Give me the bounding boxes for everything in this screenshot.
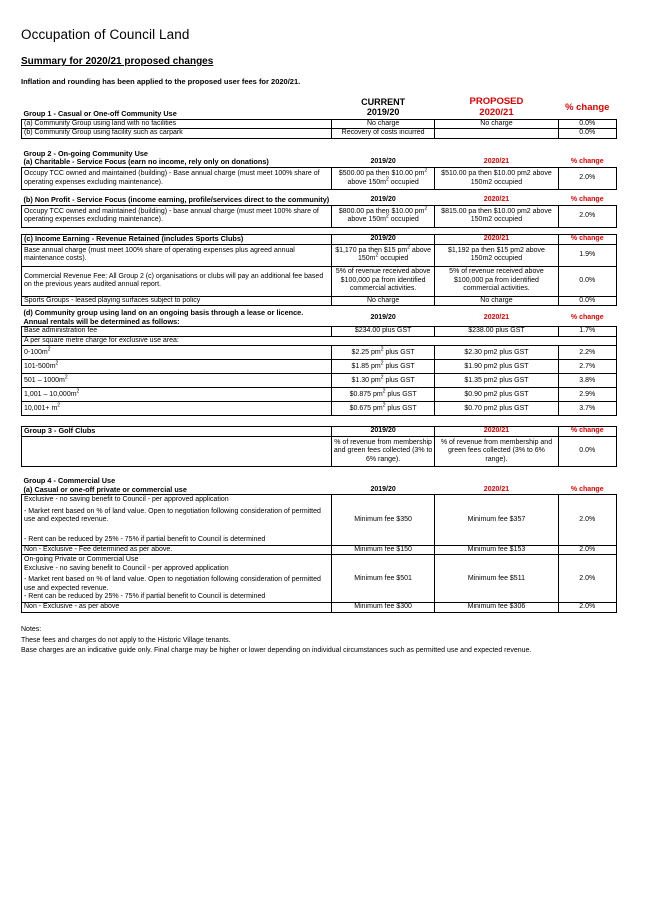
row-proposed: Minimum fee $306 [435, 603, 558, 612]
row-proposed: No charge [435, 119, 558, 128]
pct-change-header: % change [565, 101, 610, 113]
area-label: 0-100m [24, 348, 48, 356]
row-proposed: $238.00 plus GST [435, 327, 558, 336]
row-proposed: $0.70 pm2 plus GST [435, 402, 558, 416]
desc-line: Exclusive - no saving benefit to Council - per approved application [24, 564, 229, 572]
group2-title: Group 2 - On-going Community Use [23, 148, 148, 158]
row-current [331, 374, 435, 388]
row-pct: 0.0% [558, 296, 617, 305]
sup: 2 [375, 252, 379, 259]
area-label: 501 – 1000m [24, 376, 65, 384]
current-text-a: $1.85 pm [351, 362, 381, 370]
current-text-b: plus GST [383, 362, 415, 370]
sup: 2 [57, 402, 61, 409]
row-proposed: $815.00 pa then $10.00 pm2 above 150m2 occupied [435, 205, 558, 227]
table-row [22, 205, 617, 227]
row-pct: 2.2% [558, 346, 617, 360]
table-row [22, 555, 617, 603]
sup: 2 [382, 388, 386, 395]
current-text-b: above 150m [347, 216, 386, 224]
notes-line: These fees and charges do not apply to the Historic Village tenants. [21, 636, 231, 644]
row-current: Minimum fee $501 [331, 555, 435, 603]
desc-line: - Market rent based on % of land value. Open to negotiation following consideration of permitted use and expected revenue. [24, 576, 321, 592]
desc-line: On-going Private or Commercial Use [24, 556, 139, 564]
col-proposed-label: 2020/21 [483, 158, 510, 166]
current-text-b: above 150m [357, 246, 432, 263]
col-pct-label: % change [570, 196, 604, 204]
row-current: Recovery of costs incurred [331, 129, 435, 138]
group3-title: Group 3 - Golf Clubs [22, 427, 332, 437]
table-row [22, 374, 617, 388]
current-text-b: above 150m [347, 178, 386, 186]
row-desc: Base administration fee [22, 327, 332, 336]
desc-line: - Rent can be reduced by 25% - 75% if partial benefit to Council is determined [24, 535, 266, 543]
row-current: 5% of revenue received above $100,000 pa from identified commercial activities. [331, 266, 435, 296]
current-text-c: occupied [378, 255, 409, 263]
group4-heading: (a) Casual or one-off private or commercial use [23, 484, 187, 494]
sup: 2 [385, 213, 389, 220]
row-proposed: Minimum fee $357 [435, 495, 558, 546]
row-proposed: $1.90 pm2 plus GST [435, 360, 558, 374]
row-proposed: 5% of revenue received above $100,000 pa from identified commercial activities. [435, 266, 558, 296]
table-row [22, 346, 617, 360]
row-current: Minimum fee $300 [331, 603, 435, 612]
row-pct: 1.7% [558, 327, 617, 336]
group1-header-row [22, 96, 617, 119]
page-title: Occupation of Council Land [21, 27, 190, 42]
notes-line: Base charges are an indicative guide only. Final charge may be higher or lower depending on individual circumstances such as permitted use and expected revenue. [21, 647, 532, 655]
current-text-b: plus GST [385, 404, 417, 412]
row-current: No charge [331, 119, 435, 128]
current-text-a: $500.00 pa then $10.00 pm [338, 170, 425, 178]
row-proposed: $510.00 pa then $10.00 pm2 above 150m2 occupied [435, 168, 558, 190]
row-desc: Base annual charge (must meet 100% share of operating expenses plus agreed annual maintenance costs). [22, 244, 332, 266]
row-proposed: Minimum fee $511 [435, 555, 558, 603]
table-row [22, 546, 617, 555]
col-proposed-label: 2020/21 [483, 196, 510, 204]
col-pct-label: % change [558, 234, 617, 244]
row-desc: (b) Community Group using facility such as carpark [22, 129, 332, 138]
desc-line: Exclusive - no saving benefit to Council - per approved application [24, 496, 229, 504]
current-text-a: $2.25 pm [351, 348, 381, 356]
sup: 2 [424, 205, 428, 212]
proposed-year-label: 2020/21 [479, 107, 514, 119]
area-label: 10,001+ m [24, 404, 58, 412]
col-pct-label: % change [570, 485, 604, 493]
sup: 2 [382, 402, 386, 409]
row-pct: 0.0% [558, 129, 617, 138]
desc-line: - Rent can be reduced by 25% - 75% if partial benefit to Council is determined [24, 593, 266, 600]
row-proposed: % of revenue from membership and green fees collected (3% to 6% range). [435, 436, 558, 466]
current-text-a: $0.875 pm [349, 390, 383, 398]
table-row [22, 495, 617, 546]
row-pct: 3.7% [558, 402, 617, 416]
current-header [331, 96, 435, 119]
row-desc: Non - Exclusive - as per above [22, 603, 332, 612]
group2c-heading: (c) Income Earning - Revenue Retained (includes Sports Clubs) [22, 234, 332, 244]
current-text-b: plus GST [383, 348, 415, 356]
desc-line: - Market rent based on % of land value. Open to negotiation following consideration of permitted use and expected revenue. [24, 507, 321, 524]
row-proposed: No charge [435, 296, 558, 305]
row-desc [22, 374, 332, 388]
sqm-label: A per square metre charge for exclusive use area: [22, 336, 617, 345]
sup: 2 [385, 176, 389, 183]
row-desc [22, 388, 332, 402]
group2d-header-row [22, 309, 617, 327]
col-proposed-label: 2020/21 [435, 427, 558, 437]
row-proposed [435, 129, 558, 138]
current-text-c: occupied [388, 178, 419, 186]
row-pct: 0.0% [558, 266, 617, 296]
row-pct: 2.0% [558, 603, 617, 612]
area-label: 101-500m [24, 362, 56, 370]
col-proposed-label: 2020/21 [483, 485, 510, 493]
table-row [22, 119, 617, 128]
table-row [22, 327, 617, 336]
col-current-label: 2019/20 [331, 427, 435, 437]
sup: 2 [380, 346, 384, 353]
group4-title: Group 4 - Commercial Use [23, 475, 116, 485]
table-row [22, 360, 617, 374]
row-current [331, 388, 435, 402]
group2d-heading: (d) Community group using land on an ongoing basis through a lease or licence. Annual rentals will be determined as follows: [23, 307, 304, 326]
row-current: $234.00 plus GST [331, 327, 435, 336]
notes-section [21, 625, 617, 658]
row-pct: 2.7% [558, 360, 617, 374]
row-desc: Sports Groups - leased playing surfaces subject to policy [22, 296, 332, 305]
group2b-header-row [22, 196, 617, 205]
sup: 2 [47, 346, 51, 353]
group1-title: Group 1 - Casual or One-off Community Use [23, 109, 177, 119]
row-current [331, 168, 435, 190]
row-proposed: $1.35 pm2 plus GST [435, 374, 558, 388]
table-row [22, 266, 617, 296]
row-current: % of revenue from membership and green fees collected (3% to 6% range). [331, 436, 435, 466]
col-current-label: 2019/20 [370, 158, 396, 166]
row-current [331, 244, 435, 266]
sup: 2 [424, 167, 428, 174]
proposed-header [435, 96, 558, 119]
notes-label: Notes: [21, 625, 42, 633]
row-pct: 3.8% [558, 374, 617, 388]
area-label: 1,001 – 10,000m [24, 390, 77, 398]
group3-header-row [22, 427, 617, 437]
row-pct: 0.0% [558, 436, 617, 466]
row-current: No charge [331, 296, 435, 305]
row-desc: Occupy TCC owned and maintained (building) - base annual charge (must meet 100% share of operating expenses excluding maintenance). [22, 205, 332, 227]
group4-header-row [22, 486, 617, 495]
table-row [22, 129, 617, 138]
row-desc [22, 346, 332, 360]
row-current: Minimum fee $350 [331, 495, 435, 546]
row-desc: (a) Community Group using land with no facilities [22, 119, 332, 128]
col-pct-label: % change [570, 158, 604, 166]
row-proposed: $1,192 pa then $15 pm2 above 150m2 occupied [435, 244, 558, 266]
col-proposed-label: 2020/21 [435, 234, 558, 244]
col-current-label: 2019/20 [370, 485, 396, 493]
sup: 2 [76, 388, 80, 395]
row-current [331, 205, 435, 227]
table-row [22, 168, 617, 190]
row-desc: Non - Exclusive - Fee determined as per above. [22, 546, 332, 555]
col-current-label: 2019/20 [370, 196, 396, 204]
row-proposed: $2.30 pm2 plus GST [435, 346, 558, 360]
table-row [22, 244, 617, 266]
current-text-a: $0.675 pm [349, 404, 383, 412]
col-current-label: 2019/20 [331, 234, 435, 244]
row-desc [22, 555, 332, 603]
row-pct: 2.0% [558, 495, 617, 546]
col-pct-label: % change [558, 427, 617, 437]
fees-table [21, 96, 617, 613]
row-pct: 0.0% [558, 119, 617, 128]
current-text-c: occupied [388, 216, 419, 224]
col-pct-label: % change [570, 313, 604, 321]
row-current [331, 402, 435, 416]
row-current [331, 360, 435, 374]
current-top-label: CURRENT [361, 96, 406, 107]
row-desc [22, 495, 332, 546]
col-current-label: 2019/20 [370, 313, 396, 321]
table-row [22, 603, 617, 612]
row-pct: 2.0% [558, 168, 617, 190]
row-pct: 2.0% [558, 546, 617, 555]
current-text-b: plus GST [385, 390, 417, 398]
sup: 2 [55, 360, 59, 367]
table-row [22, 402, 617, 416]
current-text-a: $800.00 pa then $10.00 pm [338, 207, 425, 215]
sup: 2 [64, 374, 68, 381]
row-desc: Occupy TCC owned and maintained (building) - Base annual charge (must meet 100% share of operating expenses excluding maintenance). [22, 168, 332, 190]
col-proposed-label: 2020/21 [483, 313, 510, 321]
row-desc [22, 402, 332, 416]
group2a-header-row [22, 158, 617, 167]
table-row [22, 296, 617, 305]
table-row [22, 436, 617, 466]
group2a-heading: (a) Charitable - Service Focus (earn no income, rely only on donations) [23, 157, 269, 167]
proposed-top-label: PROPOSED [469, 96, 524, 107]
sup: 2 [407, 244, 410, 251]
sup: 2 [380, 374, 384, 381]
row-desc [22, 360, 332, 374]
group2c-header-row [22, 234, 617, 244]
row-proposed: $0.90 pm2 plus GST [435, 388, 558, 402]
document-page [21, 27, 617, 657]
current-text-a: $1,170 pa then $15 pm [335, 246, 408, 254]
row-desc: Commercial Revenue Fee: All Group 2 (c) organisations or clubs will pay an additional fee based on the previous years audited annual report. [22, 266, 332, 296]
page-subtitle: Summary for 2020/21 proposed changes [21, 56, 214, 67]
current-text-b: plus GST [383, 376, 415, 384]
table-row [22, 336, 617, 345]
group2b-heading: (b) Non Profit - Service Focus (income earning, profile/services direct to the community) [23, 195, 330, 205]
row-pct: 2.9% [558, 388, 617, 402]
row-pct: 2.0% [558, 555, 617, 603]
row-proposed: Minimum fee $153 [435, 546, 558, 555]
row-desc [22, 436, 332, 466]
table-row [22, 388, 617, 402]
row-pct: 2.0% [558, 205, 617, 227]
row-pct: 1.9% [558, 244, 617, 266]
sup: 2 [380, 360, 384, 367]
current-text-a: $1.30 pm [351, 376, 381, 384]
inflation-note: Inflation and rounding has been applied to the proposed user fees for 2020/21. [21, 77, 301, 86]
row-current [331, 346, 435, 360]
row-current: Minimum fee $150 [331, 546, 435, 555]
current-year-label: 2019/20 [366, 107, 400, 118]
